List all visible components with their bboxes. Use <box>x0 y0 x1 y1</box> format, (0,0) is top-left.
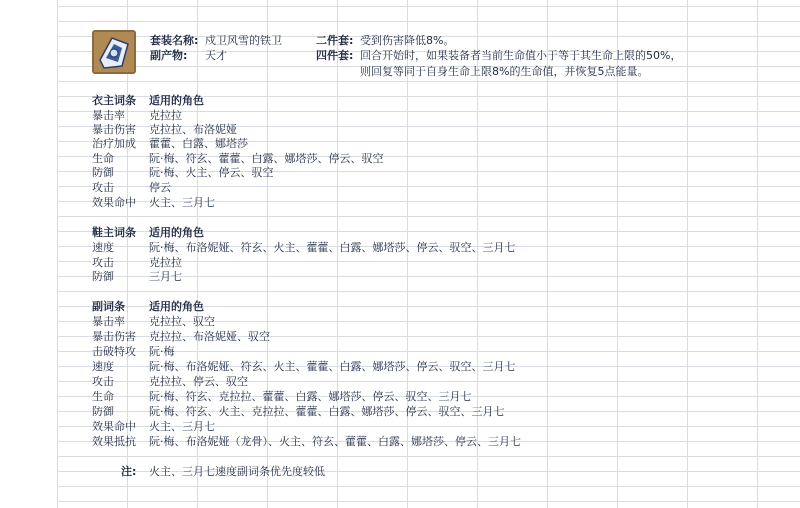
set-name: 戍卫风雪的铁卫 <box>205 34 282 47</box>
section-title: 鞋主词条 <box>92 226 136 239</box>
character-list: 三月七 <box>149 270 182 283</box>
stat-name: 效果命中 <box>92 196 136 209</box>
stat-name: 效果抵抗 <box>92 435 136 448</box>
character-list: 阮·梅 <box>149 345 175 358</box>
note-text: 火主、三月七速度副词条优先度较低 <box>149 465 325 478</box>
character-list: 停云 <box>149 181 171 194</box>
stat-name: 攻击 <box>92 375 114 388</box>
character-list: 火主、三月七 <box>149 420 215 433</box>
character-list: 克拉拉 <box>149 256 182 269</box>
stat-name: 暴击伤害 <box>92 123 136 136</box>
section-column-header: 适用的角色 <box>149 94 204 107</box>
source-label: 副产物: <box>150 49 188 62</box>
character-list: 阮·梅、符玄、藿藿、白露、娜塔莎、停云、驭空 <box>149 152 384 165</box>
stat-name: 攻击 <box>92 181 114 194</box>
character-list: 阮·梅、火主、停云、驭空 <box>149 166 274 179</box>
character-list: 克拉拉、布洛妮娅、驭空 <box>149 330 270 343</box>
four-piece-label: 四件套: <box>316 49 354 62</box>
character-list: 藿藿、白露、娜塔莎 <box>149 137 248 150</box>
source-value: 天才 <box>205 49 227 62</box>
stat-name: 治疗加成 <box>92 137 136 150</box>
set-name-label: 套装名称: <box>150 34 199 47</box>
stat-name: 攻击 <box>92 256 114 269</box>
relic-set-icon <box>92 30 136 74</box>
character-list: 阮·梅、布洛妮娅（龙骨）、火主、符玄、藿藿、白露、娜塔莎、停云、三月七 <box>149 435 521 448</box>
row-header-gutter <box>0 0 58 508</box>
stat-name: 防御 <box>92 405 114 418</box>
stat-name: 暴击伤害 <box>92 330 136 343</box>
two-piece-label: 二件套: <box>316 34 354 47</box>
character-list: 克拉拉 <box>149 109 182 122</box>
two-piece-effect: 受到伤害降低8%。 <box>360 34 455 47</box>
character-list: 克拉拉、停云、驭空 <box>149 375 248 388</box>
character-list: 火主、三月七 <box>149 196 215 209</box>
stat-name: 防御 <box>92 166 114 179</box>
stat-name: 速度 <box>92 360 114 373</box>
character-list: 阮·梅、符玄、克拉拉、藿藿、白露、娜塔莎、停云、驭空、三月七 <box>149 390 472 403</box>
section-title: 副词条 <box>92 300 125 313</box>
four-piece-effect-line2: 则回复等同于自身生命上限8%的生命值，并恢复5点能量。 <box>360 65 649 78</box>
four-piece-effect-line1: 回合开始时，如果装备者当前生命值小于等于其生命上限的50%， <box>360 49 682 62</box>
stat-name: 生命 <box>92 390 114 403</box>
section-title: 衣主词条 <box>92 94 136 107</box>
character-list: 克拉拉、驭空 <box>149 315 215 328</box>
character-list: 阮·梅、布洛妮娅、符玄、火主、藿藿、白露、娜塔莎、停云、驭空、三月七 <box>149 241 516 254</box>
stat-name: 速度 <box>92 241 114 254</box>
stat-name: 生命 <box>92 152 114 165</box>
stat-name: 击破特攻 <box>92 345 136 358</box>
note-label: 注: <box>121 465 137 478</box>
stat-name: 暴击率 <box>92 109 125 122</box>
section-column-header: 适用的角色 <box>149 226 204 239</box>
stat-name: 暴击率 <box>92 315 125 328</box>
character-list: 阮·梅、布洛妮娅、符玄、火主、藿藿、白露、娜塔莎、停云、驭空、三月七 <box>149 360 516 373</box>
character-list: 阮·梅、符玄、火主、克拉拉、藿藿、白露、娜塔莎、停云、驭空、三月七 <box>149 405 505 418</box>
stat-name: 防御 <box>92 270 114 283</box>
character-list: 克拉拉、布洛妮娅 <box>149 123 237 136</box>
section-column-header: 适用的角色 <box>149 300 204 313</box>
stat-name: 效果命中 <box>92 420 136 433</box>
